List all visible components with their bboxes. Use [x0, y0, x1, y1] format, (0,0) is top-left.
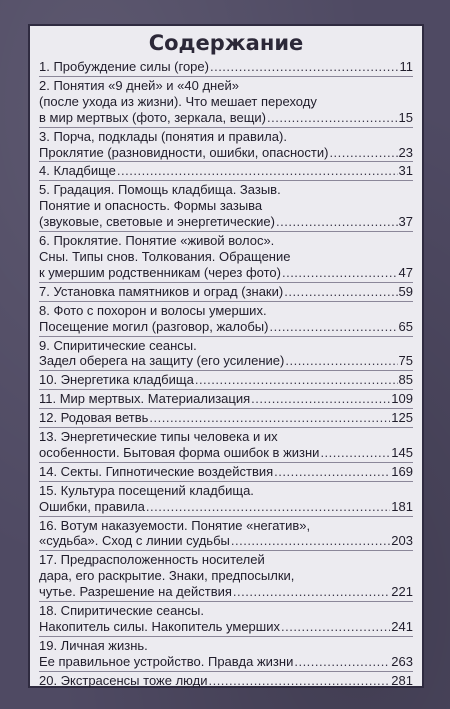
- table-of-contents: [39, 59, 413, 689]
- toc-entry[interactable]: [39, 233, 413, 281]
- entry-last-line: [39, 284, 413, 300]
- entry-divider: [39, 516, 413, 517]
- toc-entry[interactable]: [39, 429, 413, 461]
- dot-leader: [276, 214, 398, 230]
- entry-last-line: [39, 265, 413, 281]
- page-number: 281: [391, 672, 413, 688]
- dot-leader: [274, 464, 390, 480]
- page-number: 31: [398, 163, 413, 179]
- entry-text-line: 11. Мир мертвых. Материализация: [39, 391, 251, 407]
- page-number: 169: [391, 463, 413, 479]
- entry-divider: [39, 601, 413, 602]
- entry-text-line: 14. Секты. Гипнотические воздействия: [39, 463, 274, 479]
- entry-text-line: чутье. Разрешение на действия: [39, 584, 232, 600]
- entry-last-line: [39, 59, 413, 75]
- dot-leader: [210, 59, 399, 75]
- toc-entry[interactable]: [39, 303, 413, 335]
- entry-text-line: «судьба». Сход с линии судьбы: [39, 533, 230, 549]
- toc-entry[interactable]: [39, 163, 413, 179]
- dot-leader: [231, 533, 390, 549]
- entry-last-line: [39, 654, 413, 670]
- entry-text-line: 16. Вотум наказуемости. Понятие «негатив»,: [39, 517, 311, 533]
- dot-leader: [208, 673, 390, 689]
- entry-divider: [39, 427, 413, 428]
- page-number: 11: [399, 59, 413, 74]
- entry-text-line: 15. Культура посещений кладбища.: [39, 482, 254, 498]
- entry-text-line: 10. Энергетика кладбища: [39, 372, 194, 388]
- toc-entry[interactable]: [39, 372, 413, 388]
- entry-divider: [39, 161, 413, 162]
- entry-text-line: Сны. Типы снов. Толкования. Обращение: [39, 248, 291, 264]
- page-number: 125: [391, 410, 413, 426]
- page-number: 23: [398, 144, 413, 160]
- dot-leader: [233, 584, 390, 600]
- entry-last-line: [39, 533, 413, 549]
- toc-entry[interactable]: [39, 59, 413, 75]
- entry-text-line: Ошибки, правила: [39, 498, 145, 514]
- entry-divider: [39, 370, 413, 371]
- dot-leader: [267, 110, 398, 126]
- toc-entry[interactable]: [39, 338, 413, 370]
- entry-text-line: (звуковые, световые и энергетические): [39, 214, 275, 230]
- entry-text-line: 8. Фото с похорон и волосы умерших.: [39, 302, 267, 318]
- page-number: 221: [391, 584, 413, 600]
- entry-text-line: (после ухода из жизни). Что мешает переходу: [39, 93, 317, 109]
- page-number: 263: [391, 653, 413, 669]
- entry-text-line: 1. Пробуждение силы (горе): [39, 59, 209, 74]
- entry-last-line: [39, 145, 413, 161]
- entry-text-line: 7. Установка памятников и оград (знаки): [39, 283, 284, 299]
- dot-leader: [195, 372, 398, 388]
- entry-text-line: особенности. Бытовая форма ошибок в жизни: [39, 444, 320, 460]
- page-number: 241: [391, 619, 413, 634]
- entry-last-line: [39, 214, 413, 230]
- toc-entry[interactable]: [39, 673, 413, 689]
- entry-text-line: Проклятие (разновидности, ошибки, опасности): [39, 144, 329, 160]
- entry-divider: [39, 76, 413, 77]
- entry-text-line: 12. Родовая ветвь: [39, 410, 149, 426]
- entry-text-line: 4. Кладбище: [39, 163, 116, 179]
- entry-text-line: Задел оберега на защиту (его усиление): [39, 353, 285, 369]
- toc-entry[interactable]: [39, 603, 413, 635]
- dot-leader: [294, 654, 390, 670]
- entry-text-line: Накопитель силы. Накопитель умерших: [39, 619, 280, 634]
- entry-divider: [39, 301, 413, 302]
- dot-leader: [329, 145, 397, 161]
- entry-last-line: [39, 445, 413, 461]
- dot-leader: [251, 391, 390, 407]
- entry-last-line: [39, 319, 413, 335]
- entry-text-line: 3. Порча, подклады (понятия и правила).: [39, 128, 287, 144]
- entry-divider: [39, 127, 413, 128]
- page-title: Содержание: [148, 31, 304, 55]
- entry-text-line: 19. Личная жизнь.: [39, 637, 148, 653]
- page-number: 65: [398, 318, 413, 334]
- contents-page: [28, 24, 424, 688]
- entry-divider: [39, 636, 413, 637]
- dot-leader: [285, 353, 397, 369]
- page-number: 59: [398, 283, 413, 299]
- entry-text-line: Ее правильное устройство. Правда жизни: [39, 653, 294, 669]
- page-number: 109: [391, 391, 413, 407]
- entry-text-line: 9. Спиритические сеансы.: [39, 337, 197, 353]
- entry-text-line: дара, его раскрытие. Знаки, предпосылки,: [39, 568, 295, 584]
- toc-entry[interactable]: [39, 464, 413, 480]
- entry-divider: [39, 336, 413, 337]
- dot-leader: [149, 410, 390, 426]
- dot-leader: [281, 619, 390, 635]
- dot-leader: [282, 265, 398, 281]
- entry-text-line: 13. Энергетические типы человека и их: [39, 429, 278, 445]
- entry-text-line: 20. Экстрасенсы тоже люди: [39, 672, 208, 688]
- page-number: 47: [398, 264, 413, 280]
- entry-last-line: [39, 353, 413, 369]
- entry-last-line: [39, 499, 413, 515]
- entry-divider: [39, 550, 413, 551]
- page-number: 145: [391, 444, 413, 460]
- entry-last-line: [39, 619, 413, 635]
- toc-entry[interactable]: [39, 129, 413, 161]
- toc-entry[interactable]: [39, 391, 413, 407]
- entry-divider: [39, 282, 413, 283]
- entry-divider: [39, 481, 413, 482]
- page-number: 203: [391, 533, 413, 549]
- entry-text-line: 18. Спиритические сеансы.: [39, 603, 204, 619]
- page-number: 181: [391, 498, 413, 514]
- toc-entry[interactable]: [39, 638, 413, 670]
- entry-divider: [39, 180, 413, 181]
- dot-leader: [117, 163, 398, 179]
- entry-last-line: [39, 673, 413, 689]
- page-number: 85: [398, 372, 413, 388]
- toc-entry[interactable]: [39, 182, 413, 230]
- dot-leader: [269, 319, 397, 335]
- page-number: 37: [398, 214, 413, 230]
- toc-entry[interactable]: [39, 78, 413, 126]
- dot-leader: [320, 445, 390, 461]
- toc-entry[interactable]: [39, 552, 413, 600]
- entry-divider: [39, 389, 413, 390]
- entry-text-line: 6. Проклятие. Понятие «живой волос».: [39, 233, 275, 249]
- entry-last-line: [39, 391, 413, 407]
- entry-text-line: 2. Понятия «9 дней» и «40 дней»: [39, 77, 239, 93]
- page-number: 75: [398, 353, 413, 369]
- entry-last-line: [39, 410, 413, 426]
- entry-last-line: [39, 163, 413, 179]
- toc-entry[interactable]: [39, 483, 413, 515]
- entry-last-line: [39, 464, 413, 480]
- entry-text-line: 17. Предрасположенность носителей: [39, 552, 265, 568]
- toc-entry[interactable]: [39, 518, 413, 550]
- entry-divider: [39, 462, 413, 463]
- dot-leader: [146, 499, 390, 515]
- page-number: 15: [398, 109, 413, 125]
- entry-divider: [39, 671, 413, 672]
- entry-last-line: [39, 584, 413, 600]
- entry-last-line: [39, 110, 413, 126]
- entry-text-line: в мир мертвых (фото, зеркала, вещи): [39, 109, 267, 125]
- entry-text-line: Понятие и опасность. Формы зазыва: [39, 198, 263, 214]
- entry-text-line: Посещение могил (разговор, жалобы): [39, 318, 269, 334]
- entry-last-line: [39, 372, 413, 388]
- entry-text-line: 5. Градация. Помощь кладбища. Зазыв.: [39, 182, 281, 198]
- entry-divider: [39, 408, 413, 409]
- entry-divider: [39, 231, 413, 232]
- toc-entry[interactable]: [39, 284, 413, 300]
- toc-entry[interactable]: [39, 410, 413, 426]
- dot-leader: [284, 284, 397, 300]
- entry-text-line: к умершим родственникам (через фото): [39, 264, 281, 280]
